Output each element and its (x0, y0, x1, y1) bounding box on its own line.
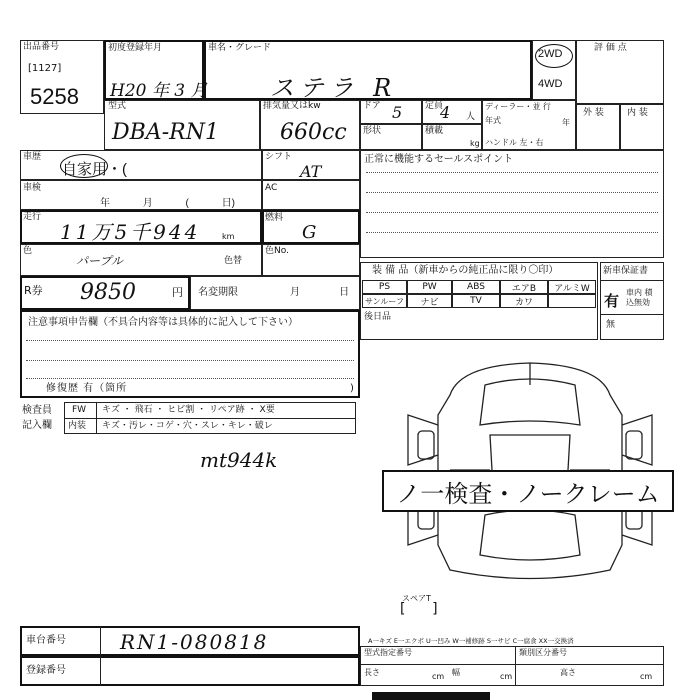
inspector-in-label: 内装 (68, 421, 87, 431)
load-unit: kg (470, 139, 480, 148)
shift-label: シフト (265, 152, 293, 162)
inspection-label: 車検 (23, 183, 42, 193)
load-label: 積載 (425, 126, 444, 136)
exterior-label: 外 装 (583, 108, 604, 118)
equip-alloy: アルミW (548, 280, 596, 294)
category-number-label: 類別区分番号 (519, 648, 567, 657)
repair-close: ) (350, 383, 354, 394)
length-label: 長さ (364, 668, 380, 677)
color-number-label: 色No. (265, 246, 289, 256)
repaint-label: 色替 (224, 256, 243, 266)
ac-label: AC (265, 183, 278, 193)
interior-label: 内 装 (627, 108, 648, 118)
length-unit: cm (432, 672, 445, 681)
spare-tire-bracket: [ ] (400, 601, 438, 617)
doors-value: 5 (392, 103, 403, 122)
notes-line-1 (26, 340, 354, 341)
grade-label: 評 価 点 (594, 43, 627, 53)
equip-sunroof: サンルーフ (362, 294, 407, 308)
capacity-value: 4 (440, 103, 451, 122)
type-value: DBA-RN1 (112, 120, 219, 145)
warranty-title: 新車保証書 (603, 266, 649, 276)
history-box (20, 150, 262, 180)
equip-pw: PW (407, 280, 452, 294)
equip-blank (548, 294, 596, 308)
dealer-label: ディーラー・並 行 (485, 102, 551, 111)
equip-rear-seat: 後日品 (364, 312, 392, 322)
name-change-label: 名変期限 (198, 287, 238, 298)
model-label: 車名・グレード (208, 43, 272, 53)
inspector-label-2: 記入欄 (22, 420, 52, 431)
selling-points-label: 正常に機能するセールスポイント (364, 154, 514, 165)
width-unit: cm (500, 672, 513, 681)
displacement-label: 排気量又はkw (263, 101, 321, 111)
inspector-in-items: キズ・汚レ・コゲ・穴・スレ・キレ・破レ (102, 421, 273, 431)
fuel-label: 燃料 (265, 213, 284, 223)
model-value: ステラ R (270, 74, 398, 102)
registration-divider (100, 656, 101, 686)
inspector-fw-items: キズ ・ 飛石 ・ ヒビ割 ・ リペア跡 ・ X要 (102, 405, 275, 415)
spec-hdivider (360, 664, 664, 665)
notes-label: 注意事項申告欄（不具合内容等は具体的に記入して下さい） (28, 317, 298, 328)
mileage-value: 11万5千944 (60, 220, 201, 244)
equip-airbag: エアB (500, 280, 548, 294)
registration-label: 登録番号 (26, 665, 66, 676)
warranty-no: 無 (606, 320, 616, 330)
fuel-value: G (302, 222, 317, 243)
warranty-divider-1 (600, 280, 664, 281)
bottom-band (372, 692, 490, 700)
width-label: 幅 (452, 668, 460, 677)
recycle-value: 9850 (80, 280, 136, 305)
equip-leather: カワ (500, 294, 548, 308)
lot-small-number: [1127] (28, 63, 62, 74)
capacity-label: 定員 (425, 101, 444, 111)
selling-line-2 (366, 192, 658, 193)
first-reg-value: H20 年 3 月 (110, 81, 208, 101)
recycle-label: R券 (24, 284, 43, 297)
inspector-col-divider (96, 402, 97, 434)
drive-2wd-circle (535, 44, 573, 68)
spec-divider (515, 646, 516, 686)
recycle-unit: 円 (172, 286, 183, 299)
no-inspection-stamp: ノ一検査・ノークレーム (382, 470, 674, 512)
repair-label: 修復歴 有（箇所 (46, 383, 128, 394)
inspector-fw-label: FW (72, 405, 87, 415)
notes-line-3 (26, 378, 354, 379)
equipment-title: 装 備 品（新車からの純正品に限り〇印） (372, 265, 559, 276)
equip-abs: ABS (452, 280, 500, 294)
drive-4wd: 4WD (538, 78, 563, 90)
chassis-divider (100, 626, 101, 656)
type-label: 型式 (108, 101, 127, 111)
equip-tv: TV (452, 294, 500, 308)
chassis-label: 車台番号 (26, 635, 66, 646)
height-unit: cm (640, 672, 653, 681)
model-year-label: 年式 (485, 116, 501, 125)
mileage-label: 走行 (23, 212, 42, 222)
color-label: 色 (23, 246, 33, 256)
damage-legend: A一キズ E一エクボ U一凹み W一補修跡 S一サビ C一腐食 XX一交換済 (368, 637, 574, 645)
history-value: 自家用・( (62, 161, 127, 178)
capacity-unit: 人 (466, 112, 476, 122)
equip-navi: ナビ (407, 294, 452, 308)
warranty-divider-2 (600, 314, 664, 315)
selling-line-1 (366, 172, 658, 173)
registration-box (20, 656, 360, 686)
name-change-value: 月 日 (290, 287, 350, 298)
inspector-label-1: 検査員 (22, 405, 52, 416)
first-reg-label: 初度登録年月 (108, 43, 163, 53)
shape-label: 形状 (363, 126, 382, 136)
height-label: 高さ (560, 668, 576, 677)
warranty-yes: 有 (604, 293, 620, 310)
handle-label: ハンドル 左・右 (485, 138, 544, 147)
inspector-divider (64, 418, 356, 419)
chassis-value: RN1-080818 (120, 630, 269, 654)
model-year-unit: 年 (562, 118, 570, 127)
selling-points-box (360, 150, 664, 258)
selling-line-3 (366, 212, 658, 213)
drive-2wd: 2WD (538, 48, 563, 60)
spare-tire-label: スペアT (402, 594, 431, 603)
warranty-yes-note: 車内 積込無効 (626, 288, 653, 307)
mileage-unit: km (222, 232, 235, 241)
equip-ps: PS (362, 280, 407, 294)
displacement-value: 660cc (280, 120, 347, 145)
inspector-mileage-note: mt944k (200, 448, 278, 472)
doors-label: ドア (363, 101, 381, 111)
cert-number-label: 型式指定番号 (364, 648, 412, 657)
lot-label: 出品番号 (23, 42, 60, 52)
inspection-value: 年 月 ( 日) (100, 198, 235, 209)
notes-line-2 (26, 360, 354, 361)
history-circle (60, 154, 108, 178)
lot-number: 5258 (30, 84, 79, 109)
shift-value: AT (300, 162, 322, 181)
color-value: パープル (76, 254, 123, 268)
history-label: 車歴 (23, 152, 42, 162)
selling-line-4 (366, 232, 658, 233)
